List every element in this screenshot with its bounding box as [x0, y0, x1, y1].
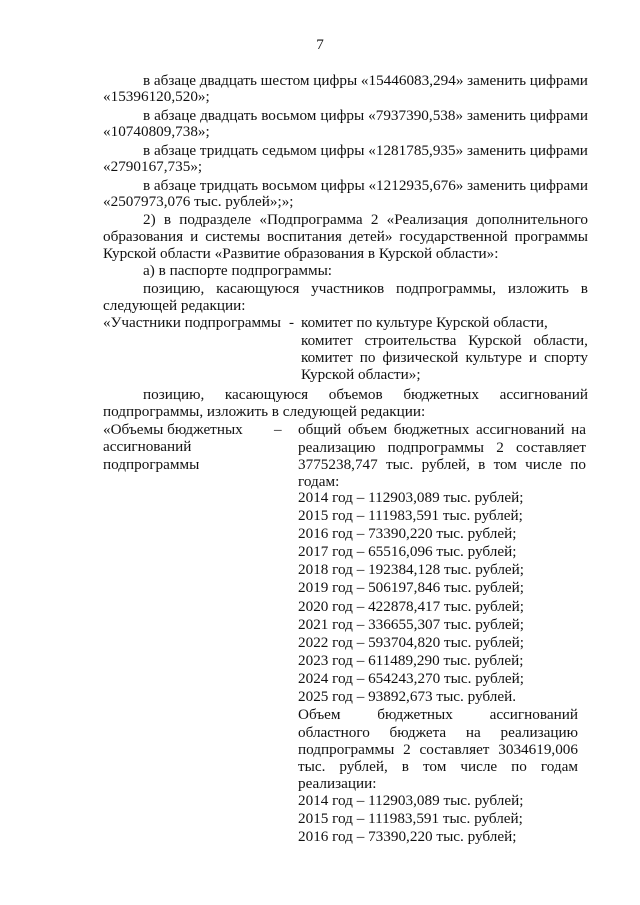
word: бюджетных — [393, 421, 470, 438]
word: подразделе — [179, 211, 252, 228]
word: комитет — [301, 349, 353, 366]
word: седьмом — [262, 142, 317, 159]
word: цифрами — [529, 107, 588, 124]
word: рублей, — [339, 758, 388, 775]
word: шестом — [260, 72, 310, 89]
word: том — [422, 758, 447, 775]
para-1-line-2: «15396120,520»; — [103, 88, 210, 105]
year-row: 2015 год – 111983,591 тыс. рублей; — [298, 507, 523, 525]
para-5-line-1 — [143, 211, 588, 229]
word: Объем — [298, 706, 341, 723]
word: 3034619,006 — [498, 741, 578, 758]
word: числе — [525, 456, 562, 473]
word: на — [465, 724, 481, 741]
para-1-line-1 — [143, 72, 588, 90]
word: годам — [540, 758, 578, 775]
year-row: 2022 год – 593704,820 тыс. рублей; — [298, 633, 525, 651]
word: рублей, — [421, 456, 470, 473]
word: тыс. — [298, 758, 326, 775]
word: объемов — [328, 386, 383, 403]
word: заменить — [467, 142, 526, 159]
word: восьмом — [261, 107, 317, 124]
word: в — [143, 107, 151, 124]
word: реализацию — [500, 724, 578, 741]
word: детей» — [348, 228, 393, 245]
para-3-line-1 — [143, 142, 588, 160]
word: тыс. — [385, 456, 414, 473]
year-row: 2024 год – 654243,270 тыс. рублей; — [298, 669, 525, 687]
word: ассигнований — [476, 421, 565, 438]
word: образования — [103, 228, 184, 245]
total-line-2 — [298, 439, 586, 457]
year-row: 2016 год – 73390,220 тыс. рублей; — [298, 828, 517, 846]
word: Курской — [468, 332, 522, 349]
total-line-4: годам: — [298, 473, 340, 490]
word: двадцать — [200, 107, 258, 124]
para-7-line-2: следующей редакции: — [103, 297, 246, 314]
word: областного — [298, 724, 370, 741]
volumes-label-line-2: ассигнований — [103, 438, 192, 455]
word: в — [143, 177, 151, 194]
word: бюджетных — [377, 706, 453, 723]
word: строительства — [364, 332, 457, 349]
word: цифрами — [529, 142, 588, 159]
word: цифры — [320, 107, 365, 124]
word: по — [570, 456, 586, 473]
word: в — [163, 211, 172, 228]
word: государственной — [399, 228, 508, 245]
word: подпрограммы — [298, 741, 395, 758]
volumes-label-line-3: подпрограммы — [103, 456, 200, 473]
word: объем — [347, 421, 388, 438]
total-line-3 — [298, 456, 586, 474]
regional-line-3 — [298, 741, 578, 759]
word: воспитания — [267, 228, 342, 245]
word: «15446083,294» — [360, 72, 464, 89]
word: «Реализация — [386, 211, 468, 228]
year-row: 2015 год – 111983,591 тыс. рублей; — [298, 810, 523, 828]
word: на — [571, 421, 586, 438]
word: по — [511, 758, 527, 775]
year-row: 2014 год – 112903,089 тыс. рублей; — [298, 489, 524, 506]
para-7-line-1 — [143, 280, 588, 298]
word: дополнительного — [476, 211, 588, 228]
year-row: 2016 год – 73390,220 тыс. рублей; — [298, 525, 517, 543]
volumes-label-line-1: «Объемы бюджетных — [103, 421, 243, 438]
total-years-list — [298, 489, 524, 706]
word: программы — [514, 228, 588, 245]
word: «7937390,538» — [368, 107, 464, 124]
year-row: 2025 год – 93892,673 тыс. рублей. — [298, 688, 516, 706]
word: «1212935,676» — [368, 177, 464, 194]
word: спорту — [544, 349, 588, 366]
word: ассигнований — [489, 706, 578, 723]
para-6: а) в паспорте подпрограммы: — [143, 262, 332, 279]
word: и — [190, 228, 199, 245]
participants-line-3 — [301, 349, 588, 367]
participants-line-4: Курской области»; — [301, 366, 421, 383]
word: бюджета — [389, 724, 447, 741]
word: цифры — [320, 142, 365, 159]
word: подпрограммы — [387, 439, 484, 456]
word: цифрами — [529, 177, 588, 194]
word: реализацию — [298, 439, 376, 456]
word: общий — [298, 421, 342, 438]
participants-label: «Участники подпрограммы — [103, 314, 281, 331]
year-row: 2017 год – 65516,096 тыс. рублей; — [298, 543, 517, 561]
word: тридцать — [199, 142, 259, 159]
word: двадцать — [199, 72, 257, 89]
word: восьмом — [261, 177, 318, 194]
regional-line-1 — [298, 706, 578, 724]
word: числе — [460, 758, 498, 775]
word: том — [493, 456, 517, 473]
year-row: 2020 год – 422878,417 тыс. рублей; — [298, 597, 525, 615]
word: в — [478, 456, 486, 473]
para-3-line-2: «2790167,735»; — [103, 158, 203, 175]
word: по — [359, 349, 376, 366]
year-row: 2018 год – 192384,128 тыс. рублей; — [298, 561, 525, 579]
participants-line-1: комитет по культуре Курской области, — [301, 314, 548, 331]
participants-line-2 — [301, 332, 588, 350]
year-row: 2019 год – 506197,846 тыс. рублей; — [298, 579, 525, 597]
word: участников — [311, 280, 385, 297]
para-4-line-2: «2507973,076 тыс. рублей»;»; — [103, 193, 294, 210]
word: абзаце — [153, 177, 196, 194]
word: в — [401, 758, 409, 775]
word: изложить — [507, 280, 569, 297]
word: бюджетных — [403, 386, 479, 403]
word: и — [528, 349, 538, 366]
word: позицию, — [143, 280, 205, 297]
word: в — [580, 280, 588, 297]
regional-line-2 — [298, 724, 578, 742]
word: «1281785,935» — [368, 142, 464, 159]
year-row: 2023 год – 611489,290 тыс. рублей; — [298, 651, 524, 669]
word: цифры — [320, 177, 365, 194]
word: в — [143, 142, 151, 159]
word: в — [143, 72, 151, 89]
word: цифры — [313, 72, 358, 89]
total-line-1 — [298, 421, 586, 439]
regional-line-5: реализации: — [298, 775, 377, 792]
word: позицию, — [143, 386, 205, 403]
regional-years-list — [298, 792, 523, 846]
word: комитет — [301, 332, 353, 349]
participants-dash: - — [289, 314, 295, 331]
para-8-line-2: подпрограммы, изложить в следующей редакции: — [103, 403, 426, 420]
word: составляет — [516, 439, 586, 456]
year-row: 2021 год – 336655,307 тыс. рублей; — [298, 615, 525, 633]
word: ассигнований — [499, 386, 588, 403]
word: цифрами — [529, 72, 588, 89]
word: заменить — [466, 107, 526, 124]
word: 2 — [370, 211, 379, 228]
regional-line-4 — [298, 758, 578, 776]
word: заменить — [467, 72, 527, 89]
year-row: 2014 год – 112903,089 тыс. рублей; — [298, 792, 524, 809]
word: 3775238,747 — [298, 456, 378, 473]
para-5-line-2 — [103, 228, 588, 246]
word: заменить — [467, 177, 527, 194]
word: составляет — [419, 741, 490, 758]
word: касающуюся — [224, 386, 309, 403]
para-8-line-1 — [143, 386, 588, 404]
word: культуре — [465, 349, 522, 366]
word: 2 — [403, 741, 411, 758]
word: абзаце — [154, 107, 197, 124]
para-2-line-1 — [143, 107, 588, 125]
word: системы — [205, 228, 261, 245]
para-2-line-2: «10740809,738»; — [103, 123, 210, 140]
word: абзаце — [154, 142, 197, 159]
word: физической — [382, 349, 459, 366]
word: тридцать — [199, 177, 259, 194]
word: абзаце — [153, 72, 196, 89]
volumes-dash: – — [274, 421, 282, 438]
word: «Подпрограмма — [259, 211, 363, 228]
word: подпрограммы, — [395, 280, 497, 297]
para-5-line-3: Курской области «Развитие образования в Курской области»: — [103, 245, 499, 262]
page-number: 7 — [316, 36, 324, 53]
word: 2 — [496, 439, 504, 456]
word: касающуюся — [216, 280, 300, 297]
word: области, — [533, 332, 588, 349]
word: 2) — [143, 211, 156, 228]
